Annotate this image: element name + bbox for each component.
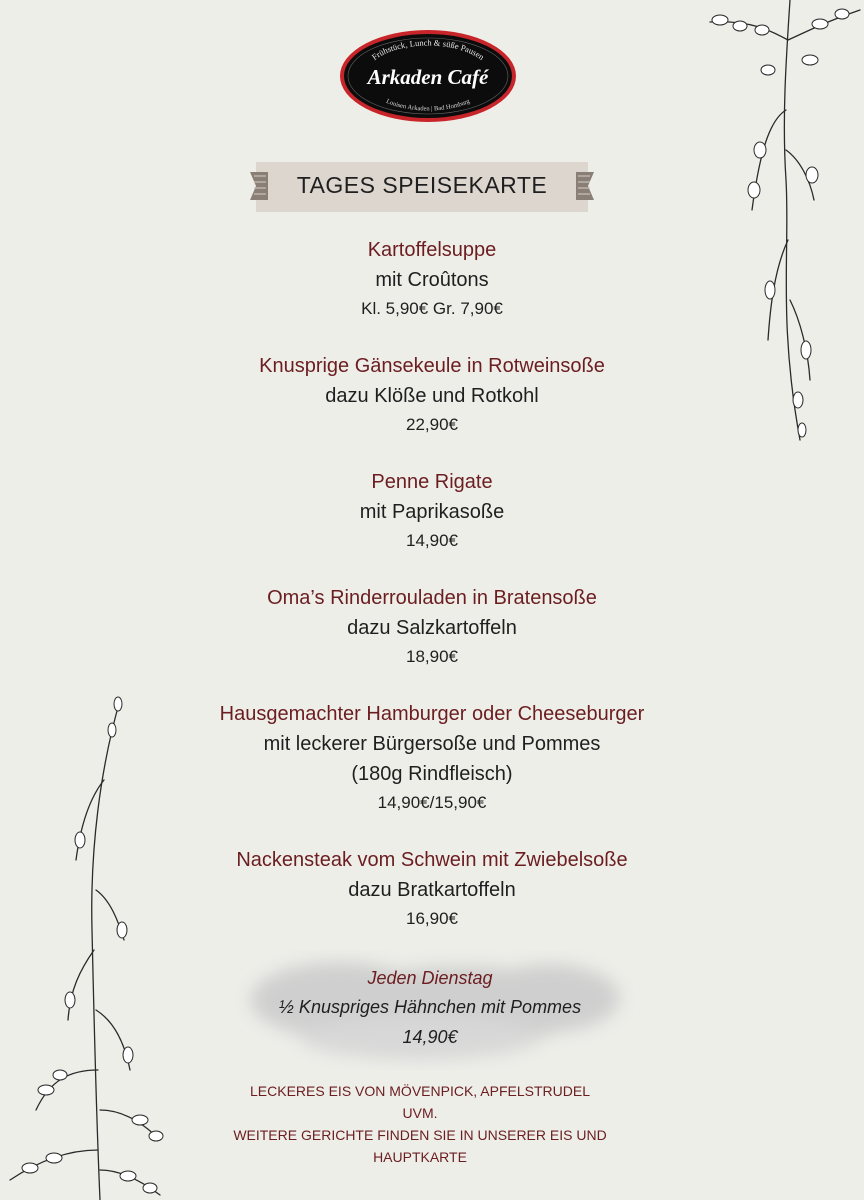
dish-price: 22,90€ [406,415,458,434]
dish-price: 14,90€/15,90€ [377,793,487,812]
dish-description: mit Paprikasoße [359,501,505,523]
logo-arc-top: Frühstück, Lunch & süße Pausen [369,37,487,62]
dish-price: 18,90€ [406,647,458,666]
footer-line: HAUPTKARTE [373,1149,467,1165]
menu-item [0,583,864,671]
special-dish: ½ Knuspriges Hähnchen mit Pommes [278,997,582,1017]
special-title: Jeden Dienstag [367,968,493,988]
dish-name: Penne Rigate [371,471,493,493]
footer-line: WEITERE GERICHTE FINDEN SIE IN UNSERER EIS UND [233,1127,607,1143]
logo-arc-bottom: Louisen Arkaden | Bad Homburg [385,97,471,113]
title-banner [250,160,594,214]
special-price: 14,90€ [402,1027,458,1047]
dish-description: dazu Klöße und Rotkohl [325,385,539,407]
cafe-logo [338,28,518,124]
footer-note [210,1080,630,1168]
dish-description: dazu Salzkartoffeln [347,617,517,639]
dish-description: mit leckerer Bürgersoße und Pommes [263,733,601,755]
page-title: TAGES SPEISEKARTE [296,172,548,198]
botanical-sprig-icon [0,690,170,1200]
logo-name: Arkaden Café [367,65,489,89]
dish-name: Hausgemachter Hamburger oder Cheeseburger [219,703,645,725]
menu-item [0,467,864,555]
botanical-sprig-icon [690,0,864,450]
weekly-special [220,950,640,1070]
dish-price: 16,90€ [406,909,458,928]
dish-name: Nackensteak vom Schwein mit Zwiebelsoße [236,849,628,871]
dish-price: Kl. 5,90€ Gr. 7,90€ [361,299,503,318]
dish-description-extra: (180g Rindfleisch) [351,763,513,785]
dish-description: dazu Bratkartoffeln [348,879,516,901]
dish-name: Kartoffelsuppe [367,239,497,261]
footer-line: UVM. [402,1105,438,1121]
footer-line: LECKERES EIS VON MÖVENPICK, APFELSTRUDEL [250,1083,590,1099]
dish-name: Knusprige Gänsekeule in Rotweinsoße [259,355,605,377]
dish-name: Oma’s Rinderrouladen in Bratensoße [267,587,597,609]
dish-description: mit Croûtons [375,269,489,291]
dish-price: 14,90€ [406,531,458,550]
